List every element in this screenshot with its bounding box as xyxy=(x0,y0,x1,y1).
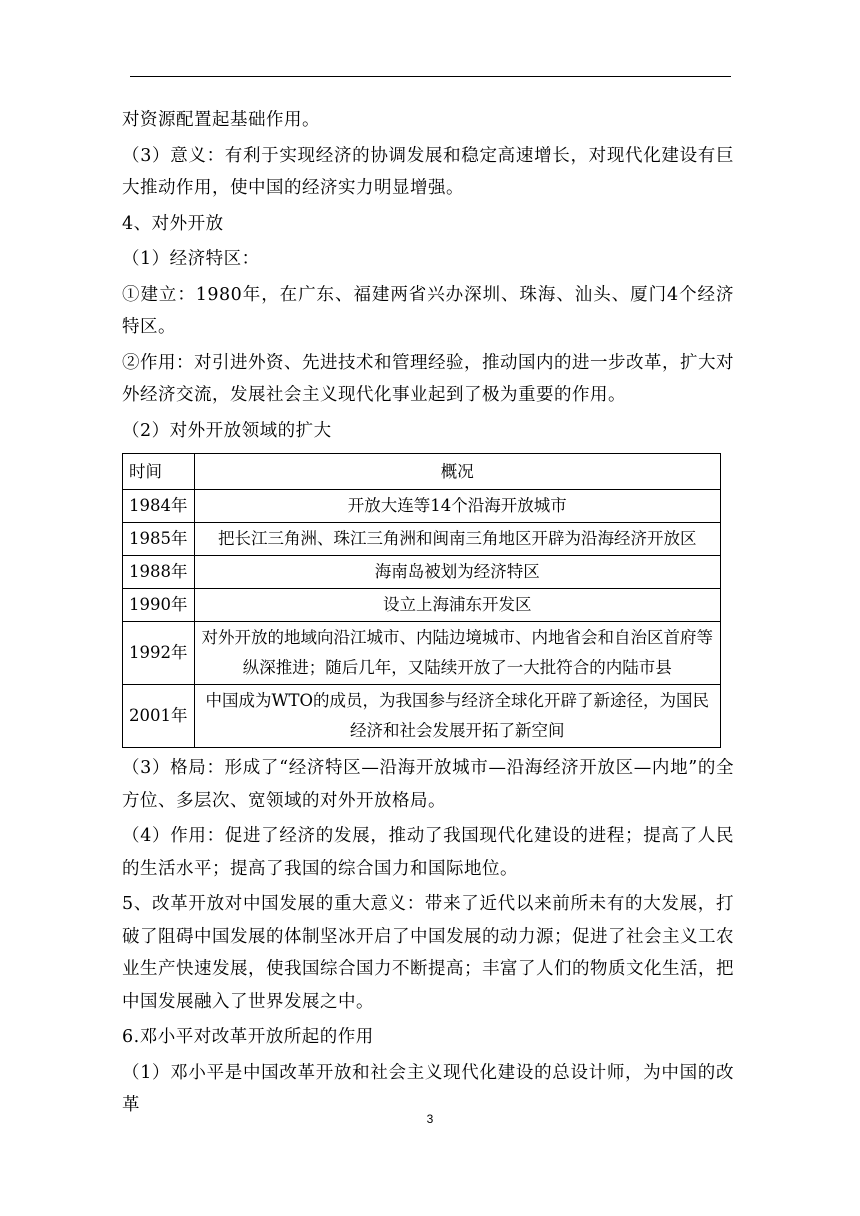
table-row xyxy=(123,589,721,622)
header-rule xyxy=(130,76,731,77)
table-row xyxy=(123,523,721,556)
paragraph: 对资源配置起基础作用。 xyxy=(122,110,320,130)
table-row xyxy=(123,685,721,748)
section-heading: 6.邓小平对改革开放所起的作用 xyxy=(122,1027,374,1047)
section-heading: 5、改革开放对中国发展的重大意义：带来了近代以来前所未有的大发展，打破了阻碍中国发展的体制坚冰开启了中国发展的动力源；促进了社会主义工农业生产快速发展，使我国综合国力不断提高；丰富了人们的物质文化生活，把中国发展融入了世界发展之中。 xyxy=(122,894,734,1012)
table-cell-year: 1988年 xyxy=(123,556,195,589)
table-cell-desc: 开放大连等14个沿海开放城市 xyxy=(194,490,721,523)
table-cell-year: 1985年 xyxy=(123,523,195,556)
paragraph: ②作用：对引进外资、先进技术和管理经验，推动国内的进一步改革，扩大对外经济交流，发展社会主义现代化事业起到了极为重要的作用。 xyxy=(122,352,734,405)
table-cell-desc: 设立上海浦东开发区 xyxy=(194,589,721,622)
table-cell-desc: 海南岛被划为经济特区 xyxy=(194,556,721,589)
page-number: 3 xyxy=(426,1112,434,1126)
table-cell-desc: 中国成为WTO的成员，为我国参与经济全球化开辟了新途径，为国民经济和社会发展开拓了新空间 xyxy=(194,685,721,748)
paragraph: （3）意义：有利于实现经济的协调发展和稳定高速增长，对现代化建设有巨大推动作用，使中国的经济实力明显增强。 xyxy=(122,145,734,198)
table-cell-desc: 把长江三角洲、珠江三角洲和闽南三角地区开辟为沿海经济开放区 xyxy=(194,523,721,556)
table-cell-desc: 对外开放的地域向沿江城市、内陆边境城市、内地省会和自治区首府等纵深推进；随后几年，又陆续开放了一大批符合的内陆市县 xyxy=(194,622,721,685)
table-header-overview: 概况 xyxy=(194,454,721,490)
paragraph: （4）作用：促进了经济的发展，推动了我国现代化建设的进程；提高了人民的生活水平；提高了我国的综合国力和国际地位。 xyxy=(122,826,734,879)
table-header-row xyxy=(123,454,721,490)
document-body xyxy=(122,104,734,1122)
section-heading: 4、对外开放 xyxy=(122,213,224,234)
paragraph: ①建立：1980年，在广东、福建两省兴办深圳、珠海、汕头、厦门4个经济特区。 xyxy=(122,284,734,337)
table-header-time: 时间 xyxy=(123,454,195,490)
table-row xyxy=(123,490,721,523)
paragraph: （1）邓小平是中国改革开放和社会主义现代化建设的总设计师，为中国的改革 xyxy=(122,1062,734,1115)
opening-timeline-table xyxy=(122,453,721,748)
paragraph: （3）格局：形成了“经济特区—沿海开放城市—沿海经济开放区—内地”的全方位、多层次、宽领域的对外开放格局。 xyxy=(122,758,734,811)
table-cell-year: 2001年 xyxy=(123,685,195,748)
table-cell-year: 1992年 xyxy=(123,622,195,685)
subsection-heading: （2）对外开放领域的扩大 xyxy=(122,420,332,441)
subsection-heading: （1）经济特区： xyxy=(122,249,260,269)
table-cell-year: 1990年 xyxy=(123,589,195,622)
table-row xyxy=(123,556,721,589)
table-cell-year: 1984年 xyxy=(123,490,195,523)
table-row xyxy=(123,622,721,685)
